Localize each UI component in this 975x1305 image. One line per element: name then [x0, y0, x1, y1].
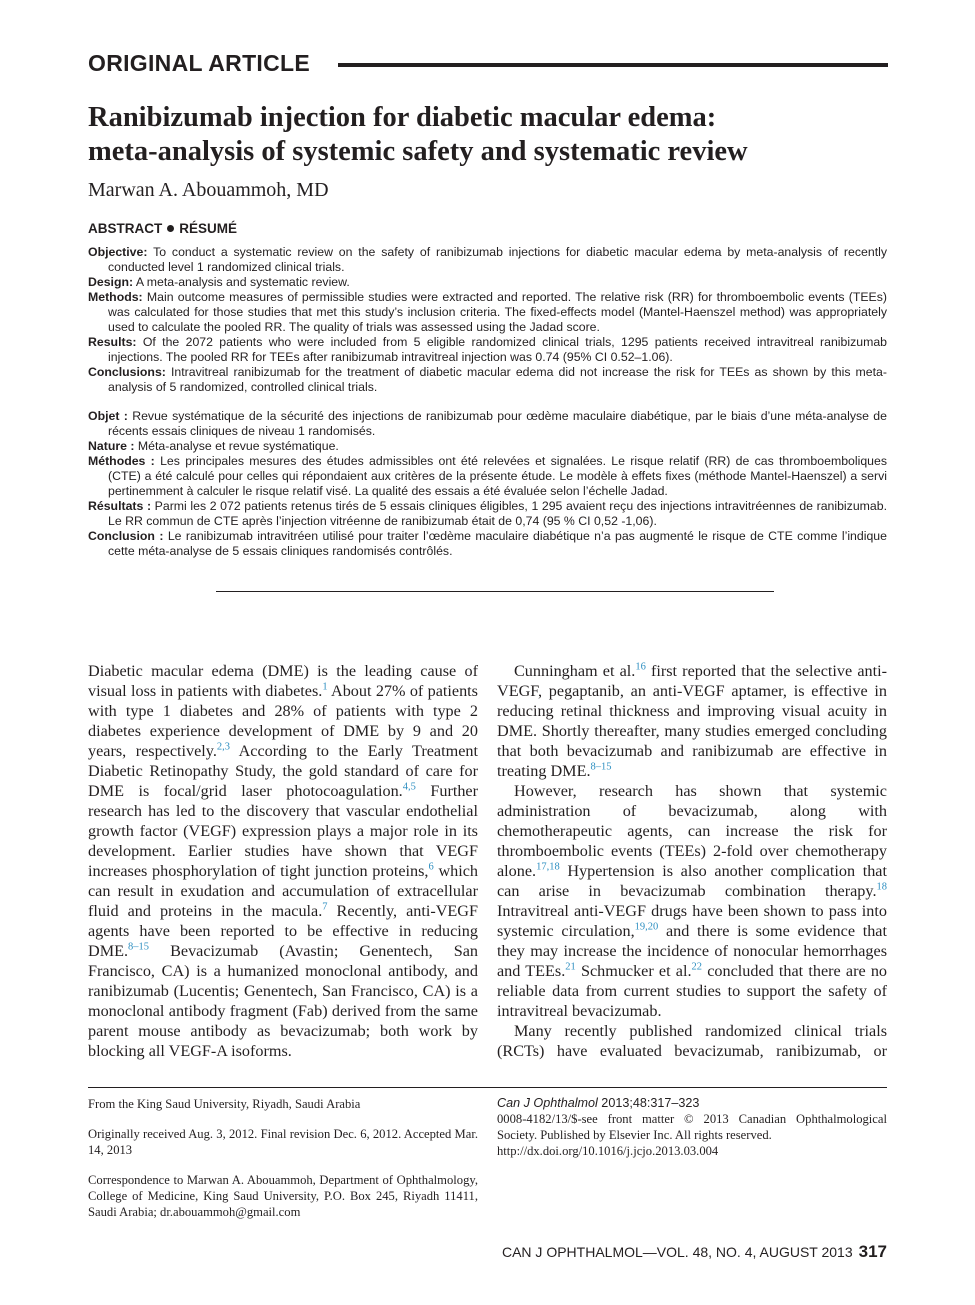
citation-link[interactable]: 16 [635, 661, 646, 673]
citation-link[interactable]: 7 [322, 901, 328, 913]
body-paragraph [88, 661, 478, 1061]
citation-link[interactable]: 21 [565, 961, 576, 973]
abstract-results [88, 335, 887, 365]
resume-label: Résultats : [88, 499, 152, 513]
citation-link[interactable]: 19,20 [634, 921, 659, 933]
citation-link[interactable]: 8–15 [590, 761, 612, 773]
resume-text: Parmi les 2 072 patients retenus tirés de 5 essais cliniques éligibles, 1 295 avaient reçu des injections intravitréennes de ranibizumab. Le RR commun de CTE après l’injection vitréenne de ranibizumab était de 0,74 (95 % CI 0,52 -1,06). [108, 499, 887, 528]
body-text: According to the Early Treatment Diabetic Retinopathy Study, the gold standard of care for DME is focal/grid laser photocoagulation. [88, 742, 478, 800]
journal-volume: 2013;48:317–323 [597, 1096, 700, 1110]
footnotes-left [88, 1096, 478, 1234]
resume-text: Les principales mesures des études admissibles ont été relevées et signalées. Le risque relatif (RR) de cas thromboemboliques (CTE) a été calculé pour celles qui répondaient aux critères de la présente étude. Le modèle à effets fixes (méthode Mantel-Haenszel) a servi pertinemment à calculer le risque relatif visé. La qualité des essais a été évaluée selon l’échelle Jadad. [108, 454, 887, 498]
citation-link[interactable]: 18 [876, 881, 887, 893]
abstract-text: To conduct a systematic review on the safety of ranibizumab injections for diabetic macular edema by meta-analysis of recently conducted level 1 randomized clinical trials. [108, 245, 887, 274]
abstract-french [88, 409, 887, 559]
body-text: About 27% of patients with type 1 diabetes and 28% of patients with type 2 diabetes experience development of DME by 9 and 20 years, respectively. [88, 682, 478, 760]
footnote-divider [88, 1087, 887, 1088]
citation-link[interactable]: 2,3 [216, 741, 231, 753]
abstract-text: A meta-analysis and systematic review. [135, 275, 350, 289]
citation-link[interactable]: 4,5 [402, 781, 416, 793]
body-column-right [497, 661, 887, 1061]
abstract-heading-en: ABSTRACT [88, 221, 163, 236]
affiliation-note: From the King Saud University, Riyadh, Saudi Arabia [88, 1097, 361, 1111]
abstract-text: Of the 2072 patients who were included from 5 eligible randomized clinical trials, 1295 patients received intravitreal ranibizumab injections. The pooled RR for TEEs after ranibizumab intravitreal injection was 0.74 (95% CI 0.52–1.06). [108, 335, 887, 364]
footnotes-right [497, 1095, 887, 1159]
section-label: ORIGINAL ARTICLE [88, 50, 311, 76]
citation-link[interactable]: 8–15 [128, 941, 150, 953]
body-text: However, research has shown that systemic administration of bevacizumab, along with chemotherapeutic agents, can increase the risk for thromboembolic events (TEEs) 2-fold over chemotherapy alone. [497, 782, 887, 880]
abstract-heading [88, 221, 237, 236]
resume-conclusion [88, 529, 887, 559]
resume-methodes [88, 454, 887, 499]
body-text: concluded that there are no reliable data from current studies to support the safety of intravitreal bevacizumab. [497, 962, 888, 1020]
abstract-heading-fr: RÉSUMÉ [179, 221, 238, 236]
body-text: Further research has led to the discovery that vascular endothelial growth factor (VEGF) expression plays a major role in its development. Earlier studies have shown that VEGF increases phosphorylation of tight junction proteins, [88, 782, 479, 880]
resume-text: Revue systématique de la sécurité des injections de ranibizumab pour œdème maculaire diabétique, par le biais d’une méta-analyse de récents essais cliniques de niveau 1 randomisés. [108, 409, 887, 438]
abstract-label: Objective: [88, 245, 148, 259]
body-paragraph [497, 661, 887, 781]
abstract-label: Methods: [88, 290, 143, 304]
body-text: which can result in exudation and accumulation of extracellular fluid and proteins in the macula. [88, 862, 478, 920]
article-title [88, 101, 888, 169]
running-footer [502, 1242, 887, 1262]
body-text: and there is some evidence that they may increase the incidence of nonocular hemorrhages and TEEs. [497, 922, 887, 980]
resume-resultats [88, 499, 887, 529]
copyright-note: 0008-4182/13/$-see front matter © 2013 Canadian Ophthalmological Society. Published by Elsevier Inc. All rights reserved. [497, 1112, 887, 1142]
body-paragraph: Many recently published randomized clinical trials (RCTs) have evaluated bevacizumab, ranibizumab, or [497, 1022, 887, 1060]
journal-name: Can J Ophthalmol [497, 1096, 598, 1110]
abstract-methods [88, 290, 887, 335]
doi-link[interactable]: http://dx.doi.org/10.1016/j.jcjo.2013.03.004 [497, 1144, 719, 1158]
body-column-left [88, 661, 478, 1061]
title-line-2: meta-analysis of systemic safety and systematic review [88, 136, 748, 167]
bullet-dot-icon [167, 225, 174, 232]
abstract-text: Main outcome measures of permissible studies were extracted and reported. The relative risk (RR) for thromboembolic events (TEEs) was calculated for those studies that met this study’s inclusion criteria. The fixed-effects model (Mantel-Haenszel method) was appropriately used to calculate the pooled RR. The quality of trials was assessed using the Jadad score. [108, 290, 887, 334]
abstract-label: Results: [88, 335, 137, 349]
title-line-1: Ranibizumab injection for diabetic macular edema: [88, 102, 717, 133]
body-text: Hypertension is also another complication that can arise in bevacizumab combination therapy. [497, 862, 887, 900]
resume-label: Objet : [88, 409, 128, 423]
citation-link[interactable]: 17,18 [536, 861, 560, 873]
resume-label: Nature : [88, 439, 135, 453]
body-text: first reported that the selective anti-VEGF, pegaptanib, an anti-VEGF aptamer, is effective in reducing retinal thickness and improving visual acuity in DME. Shortly thereafter, many studies emerged concluding that both bevacizumab and ranibizumab are effective in treating DME. [497, 662, 888, 780]
abstract-divider [216, 591, 774, 592]
body-text: Recently, anti-VEGF agents have been reported to be effective in reducing DME. [88, 902, 479, 960]
section-header [88, 50, 888, 80]
abstract-design [88, 275, 887, 290]
citation-link[interactable]: 22 [691, 961, 703, 973]
abstract-label: Conclusions: [88, 365, 166, 379]
resume-objet [88, 409, 887, 439]
page-number: 317 [858, 1242, 887, 1261]
author: Marwan A. Abouammoh, MD [88, 179, 329, 201]
journal-citation [497, 1095, 887, 1111]
body-text: Schmucker et al. [575, 962, 692, 980]
correspondence-note: Correspondence to Marwan A. Abouammoh, Department of Ophthalmology, College of Medicine, King Saud University, P.O. Box 245, Riyadh 11411, Saudi Arabia; dr.abouammoh@gmail.com [88, 1173, 478, 1219]
abstract-label: Design: [88, 275, 134, 289]
resume-label: Conclusion : [88, 529, 164, 543]
body-text: Bevacizumab (Avastin; Genentech, San Francisco, CA) is a humanized monoclonal antibody, and ranibizumab (Lucentis; Genentech, San Francisco, CA) is a monoclonal antibody fragment (Fab) derived from the same parent mouse antibody as bevacizumab; both work by blocking all VEGF-A isoforms. [88, 942, 478, 1060]
section-rule [338, 63, 888, 67]
abstract-text: Intravitreal ranibizumab for the treatment of diabetic macular edema did not increase the risk for TEEs as shown by this meta-analysis of 5 randomized, controlled clinical trials. [108, 365, 887, 394]
resume-label: Méthodes : [88, 454, 155, 468]
resume-nature [88, 439, 887, 454]
body-paragraph [497, 781, 887, 1021]
body-text: Diabetic macular edema (DME) is the leading cause of visual loss in patients with diabetes. [88, 662, 478, 700]
resume-text: Méta-analyse et revue systématique. [137, 439, 339, 453]
running-journal: CAN J OPHTHALMOL—VOL. 48, NO. 4, AUGUST 2013 [501, 1244, 853, 1260]
abstract-objective [88, 245, 887, 275]
abstract-english [88, 245, 887, 395]
body-text: Cunningham et al. [514, 662, 636, 680]
citation-link[interactable]: 1 [322, 681, 328, 693]
body-text: Intravitreal anti-VEGF drugs have been shown to pass into systemic circulation, [497, 902, 887, 940]
citation-link[interactable]: 6 [428, 861, 434, 873]
resume-text: Le ranibizumab intravitréen utilisé pour traiter l’œdème maculaire diabétique n’a pas augmenté le risque de CTE comme l’indique cette méta-analyse de 5 essais cliniques randomisés contrôlés. [108, 529, 887, 558]
abstract-conclusions [88, 365, 887, 395]
received-note: Originally received Aug. 3, 2012. Final revision Dec. 6, 2012. Accepted Mar. 14, 2013 [88, 1127, 478, 1157]
